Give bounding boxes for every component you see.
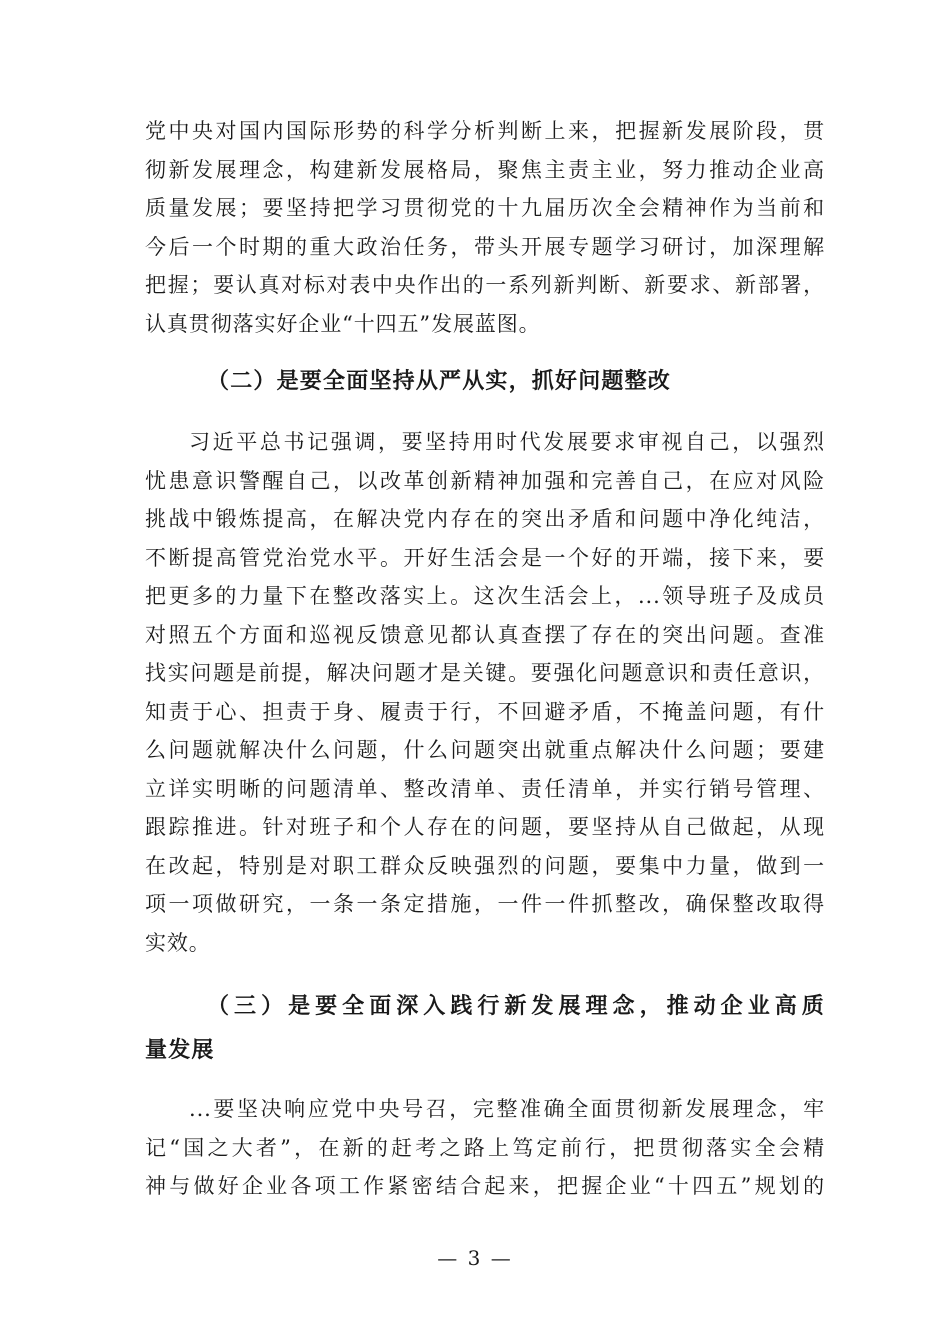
text-line: 挑战中锻炼提高，在解决党内存在的突出矛盾和问题中净化纯洁， (145, 507, 825, 531)
paragraph-3 (145, 1090, 825, 1206)
text-line: 认真贯彻落实好企业“十四五”发展蓝图。 (145, 311, 541, 336)
text-line: 不断提高管党治党水平。开好生活会是一个好的开端，接下来，要 (145, 545, 825, 570)
text-line: ...要坚决响应党中央号召，完整准确全面贯彻新发展理念，牢 (189, 1097, 825, 1121)
heading-line: （三）是要全面深入践行新发展理念，推动企业高质 (207, 994, 825, 1019)
text-line: 跟踪推进。针对班子和个人存在的问题，要坚持从自己做起，从现 (145, 815, 825, 839)
document-body (145, 112, 825, 1206)
text-line: 知责于心、担责于身、履责于行，不回避矛盾，不掩盖问题，有什 (145, 699, 825, 724)
page-number: — 3 — (437, 1246, 513, 1270)
text-line: 彻新发展理念，构建新发展格局，聚焦主责主业，努力推动企业高 (145, 157, 825, 182)
text-line: 么问题就解决什么问题，什么问题突出就重点解决什么问题；要建 (145, 738, 825, 762)
paragraph-2 (145, 423, 825, 962)
heading-line: 量发展 (145, 1038, 215, 1063)
text-line: 实效。 (145, 930, 211, 955)
text-line: 忧患意识警醒自己，以改革创新精神加强和完善自己，在应对风险 (145, 468, 825, 493)
text-line: 把更多的力量下在整改落实上。这次生活会上，...领导班子及成员 (145, 584, 825, 608)
section-heading-2 (145, 363, 825, 401)
text-line: 记“国之大者”，在新的赶考之路上笃定前行，把贯彻落实全会精 (145, 1135, 825, 1160)
text-line: 习近平总书记强调，要坚持用时代发展要求审视自己，以强烈 (189, 430, 825, 454)
text-line: 在改起，特别是对职工群众反映强烈的问题，要集中力量，做到一 (145, 853, 825, 878)
text-line: 今后一个时期的重大政治任务，带头开展专题学习研讨，加深理解 (145, 234, 825, 259)
text-line: 项一项做研究，一条一条定措施，一件一件抓整改，确保整改取得 (145, 892, 825, 916)
text-line: 找实问题是前提，解决问题才是关键。要强化问题意识和责任意识， (145, 661, 825, 685)
section-heading-3 (145, 988, 825, 1070)
text-line: 把握；要认真对标对表中央作出的一系列新判断、新要求、新部署， (145, 273, 825, 297)
text-line: 党中央对国内国际形势的科学分析判断上来，把握新发展阶段，贯 (145, 119, 825, 143)
paragraph-1 (145, 112, 825, 343)
text-line: 质量发展；要坚持把学习贯彻党的十九届历次全会精神作为当前和 (145, 196, 825, 220)
heading-line: （二）是要全面坚持从严从实，抓好问题整改 (207, 369, 672, 394)
text-line: 立详实明晰的问题清单、整改清单、责任清单，并实行销号管理、 (145, 776, 825, 801)
text-line: 对照五个方面和巡视反馈意见都认真查摆了存在的突出问题。查准 (145, 622, 825, 647)
text-line: 神与做好企业各项工作紧密结合起来，把握企业“十四五”规划的 (145, 1174, 825, 1198)
